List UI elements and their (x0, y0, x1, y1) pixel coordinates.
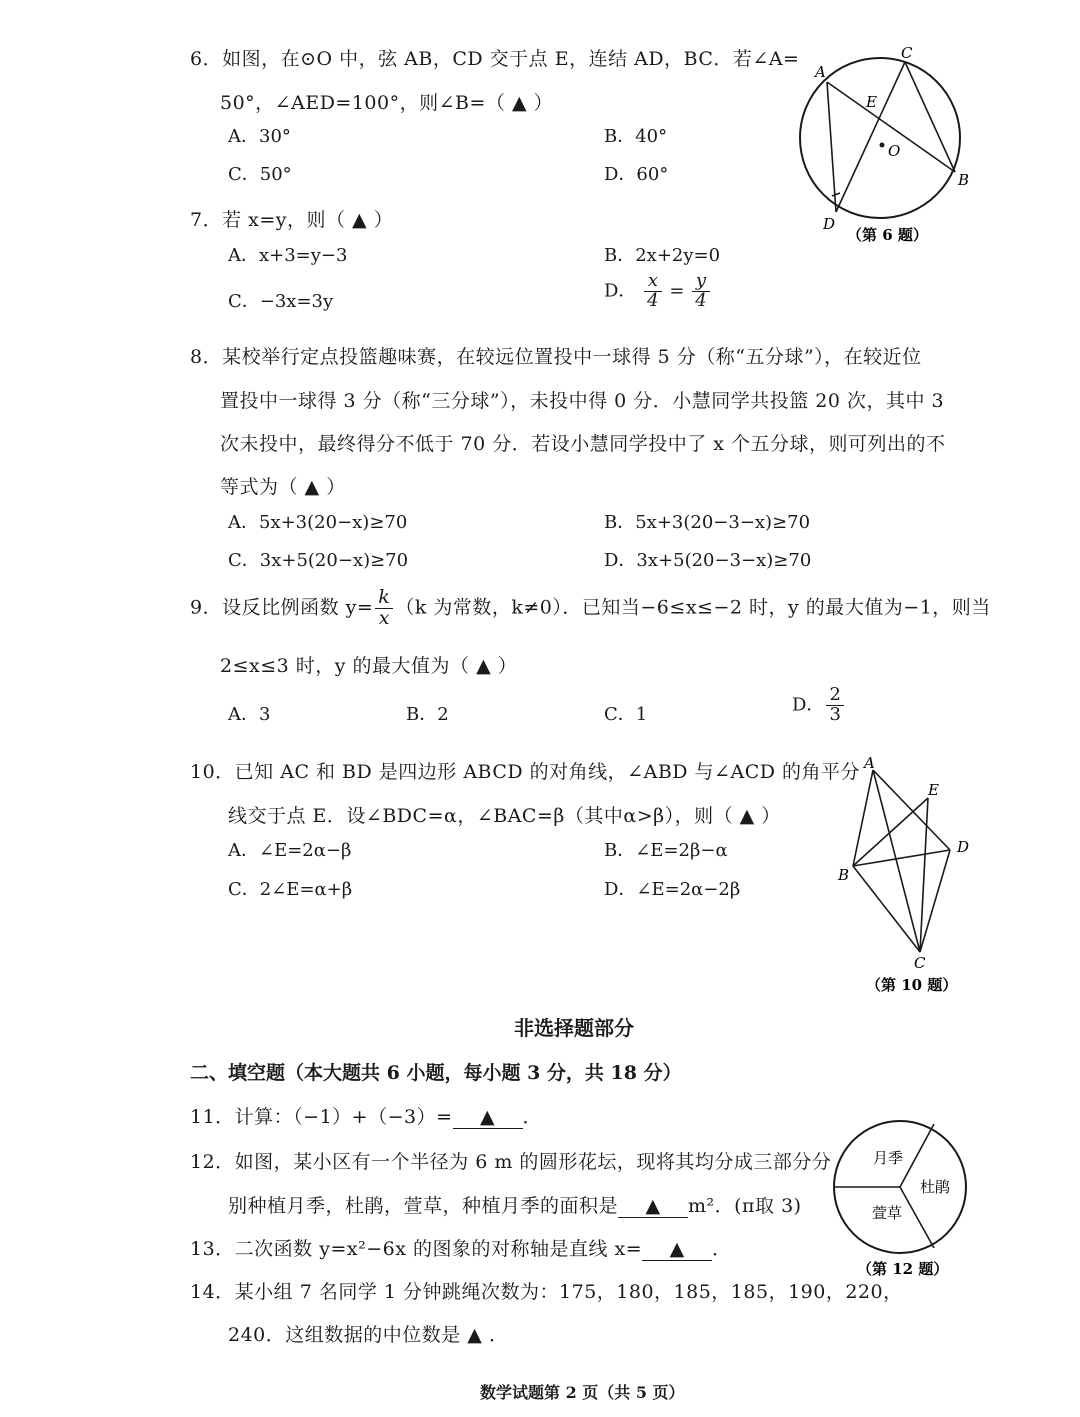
q10-stem-line2: 线交于点 E．设∠BDC=α，∠BAC=β（其中α>β），则（ ▲ ） (228, 805, 781, 827)
page-footer: 数学试题第 2 页（共 5 页） (480, 1383, 685, 1402)
q13-line (190, 1234, 732, 1261)
q6-label-d: D (823, 215, 836, 233)
q6-option-c: C．50° (228, 164, 292, 185)
q7-left-numerator: x (644, 272, 661, 292)
q7-option-c: C．−3x=3y (228, 291, 334, 312)
q6-label-e: E (866, 93, 877, 111)
q6-option-b: B．40° (604, 126, 668, 147)
q9-option-c: C．1 (604, 704, 648, 725)
q12-pie-figure (830, 1115, 975, 1285)
section-title: 非选择题部分 (514, 1016, 634, 1040)
q9-option-b: B．2 (406, 704, 449, 725)
section-heading: 二、填空题（本大题共 6 小题，每小题 3 分，共 18 分） (190, 1062, 682, 1084)
q9-option-d (792, 686, 846, 725)
q9-stem-pre: 9．设反比例函数 y= (190, 596, 374, 619)
q8-stem-line2: 置投中一球得 3 分（称“三分球”），未投中得 0 分．小慧同学共投篮 20 次，其中 3 (220, 390, 945, 412)
q8-stem-line4: 等式为（ ▲ ） (220, 476, 346, 498)
q6-label-o: O (888, 142, 901, 160)
q10-stem-line1: 10．已知 AC 和 BD 是四边形 ABCD 的对角线，∠ABD 与∠ACD 的角平分 (190, 761, 861, 783)
q12-answer-blank: ▲ (618, 1195, 688, 1218)
q10-option-c: C．2∠E=α+β (228, 879, 353, 900)
q12-sector-xuancao: 萱草 (872, 1204, 903, 1222)
q8-option-a: A．5x+3(20−x)≥70 (228, 512, 408, 533)
q6-stem-line1: 6．如图，在⊙O 中，弦 AB，CD 交于点 E，连结 AD，BC．若∠A= (190, 48, 800, 70)
q7-right-denominator: 4 (695, 289, 707, 311)
q9-stem-line2: 2≤x≤3 时，y 的最大值为（ ▲ ） (220, 655, 518, 677)
q8-stem-line3: 次未投中，最终得分不低于 70 分．若设小慧同学投中了 x 个五分球，则可列出的不 (220, 433, 946, 455)
q7-option-d-prefix: D． (604, 280, 637, 302)
q11-stem-end: ． (522, 1106, 543, 1128)
q12-sector-dujuan: 杜鹃 (920, 1178, 951, 1196)
q9-stem-line1 (190, 588, 991, 629)
q7-stem: 7．若 x=y，则（ ▲ ） (190, 209, 394, 231)
q12-stem-line1: 12．如图，某小区有一个半径为 6 m 的圆形花坛，现将其均分成三部分分 (190, 1151, 832, 1173)
q9-option-d-prefix: D． (792, 694, 825, 716)
q6-label-c: C (901, 44, 913, 62)
q7-option-a: A．x+3=y−3 (228, 245, 348, 266)
q10-label-d: D (957, 838, 970, 856)
q11-answer-blank: ▲ (453, 1106, 523, 1129)
q9-fraction-denominator: x (378, 606, 390, 629)
q6-option-a: A．30° (228, 126, 291, 147)
q12-sector-yueji: 月季 (873, 1149, 904, 1167)
q9-fraction (375, 588, 393, 629)
q12-stem-post: m²．(π取 3) (688, 1195, 802, 1217)
q10-label-e: E (928, 781, 939, 799)
q10-caption: （第 10 题） (866, 976, 958, 994)
q12-stem-pre: 别种植月季，杜鹃，萱草，种植月季的面积是 (228, 1195, 619, 1217)
q8-option-c: C．3x+5(20−x)≥70 (228, 550, 409, 571)
q9-option-d-numerator: 2 (826, 686, 843, 706)
q8-option-b: B．5x+3(20−3−x)≥70 (604, 512, 811, 533)
q7-option-d-equals: = (669, 280, 685, 302)
q6-option-d: D．60° (604, 164, 669, 185)
q7-left-denominator: 4 (647, 289, 659, 311)
q6-label-a: A (815, 63, 826, 81)
q10-option-d: D．∠E=2α−2β (604, 879, 741, 900)
q10-label-c: C (914, 954, 926, 972)
q12-caption: （第 12 题） (857, 1260, 949, 1278)
q7-option-d-right-fraction (692, 272, 709, 311)
q9-option-d-fraction (826, 686, 843, 725)
q14-stem-line2: 240．这组数据的中位数是 ▲ ． (228, 1324, 509, 1346)
q8-option-d: D．3x+5(20−3−x)≥70 (604, 550, 812, 571)
q13-stem-end: ． (712, 1238, 732, 1260)
q9-option-a: A．3 (228, 704, 271, 725)
q10-quadrilateral-figure (830, 750, 990, 1000)
q6-label-b: B (958, 171, 970, 189)
q6-stem-line2: 50°，∠AED=100°，则∠B=（ ▲ ） (220, 92, 554, 114)
q14-stem-line1: 14．某小组 7 名同学 1 分钟跳绳次数为：175，180，185，185，190，220， (190, 1281, 903, 1303)
q6-circle-figure (780, 40, 980, 250)
q11-stem: 11．计算：（−1）+（−3）= (190, 1106, 453, 1128)
q9-stem-post: （k 为常数，k≠0）．已知当−6≤x≤−2 时，y 的最大值为−1，则当 (395, 596, 991, 619)
q7-right-numerator: y (692, 272, 709, 292)
q10-label-b: B (838, 866, 850, 884)
q9-fraction-numerator: k (375, 588, 393, 609)
q13-answer-blank: ▲ (642, 1238, 712, 1261)
q10-option-a: A．∠E=2α−β (228, 840, 352, 861)
q10-label-a: A (864, 754, 875, 772)
q7-option-d-left-fraction (644, 272, 661, 311)
q8-stem-line1: 8．某校举行定点投篮趣味赛，在较远位置投中一球得 5 分（称“五分球”），在较近位 (190, 346, 922, 368)
q7-option-d (604, 272, 712, 311)
q7-option-b: B．2x+2y=0 (604, 245, 721, 266)
q9-option-d-denominator: 3 (829, 703, 841, 725)
q10-option-b: B．∠E=2β−α (604, 840, 728, 861)
q11-line (190, 1102, 542, 1129)
q6-caption: （第 6 题） (847, 226, 928, 244)
q12-stem-line2 (228, 1191, 802, 1218)
q13-stem: 13．二次函数 y=x²−6x 的图象的对称轴是直线 x= (190, 1238, 643, 1260)
